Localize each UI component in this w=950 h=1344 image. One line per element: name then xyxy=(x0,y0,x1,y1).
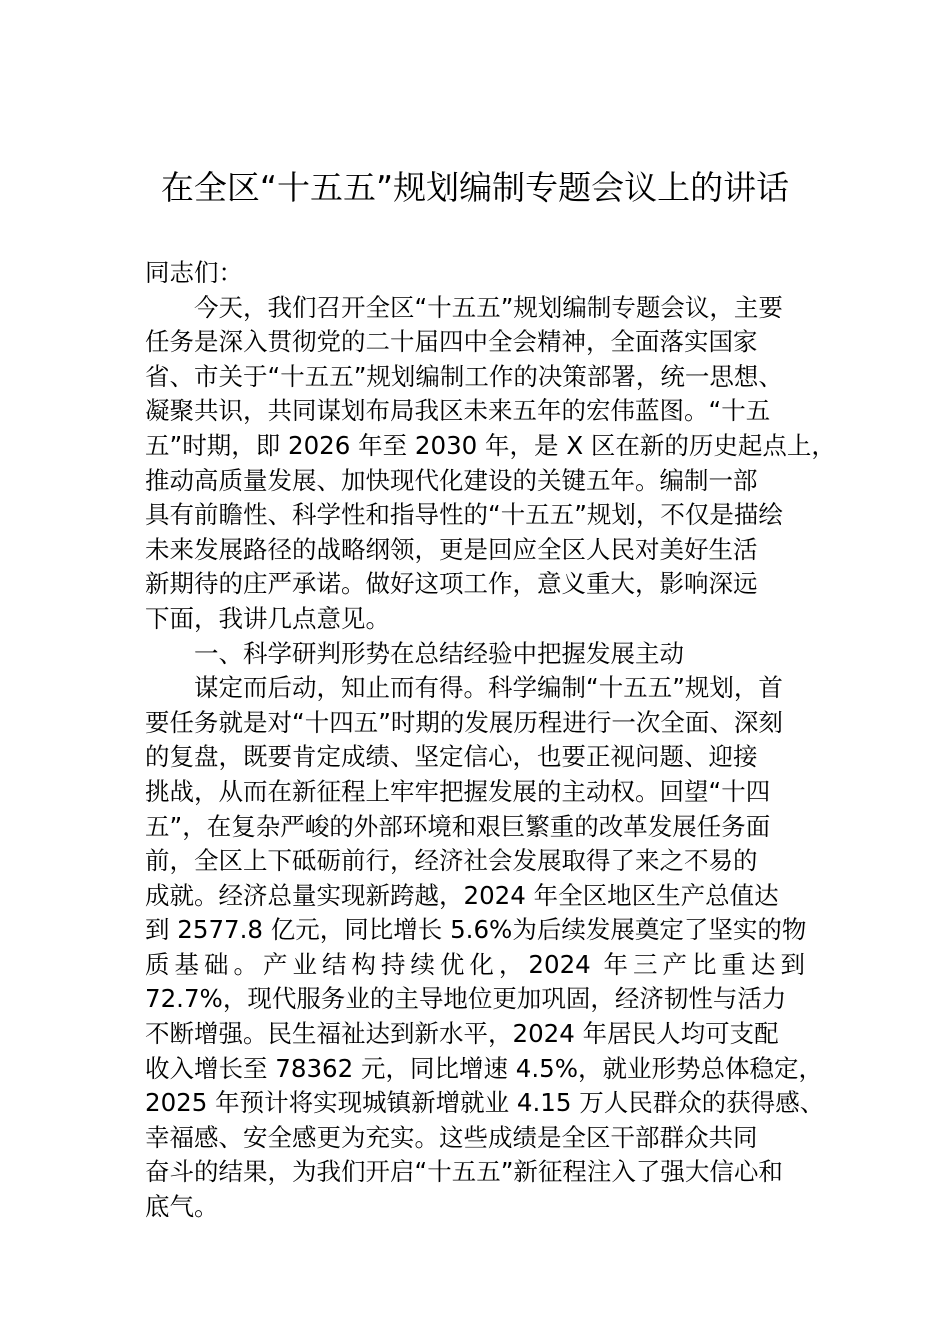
paragraph-line: 到 2577.8 亿元，同比增长 5.6%为后续发展奠定了坚实的物 xyxy=(145,915,807,945)
paragraph-line: 不断增强。民生福祉达到新水平，2024 年居民人均可支配 xyxy=(145,1019,779,1049)
paragraph-line: 任务是深入贯彻党的二十届四中全会精神，全面落实国家 xyxy=(145,327,758,357)
paragraph-line: 五”时期，即 2026 年至 2030 年，是 X 区在新的历史起点上， xyxy=(145,430,836,460)
paragraph-line: 五”，在复杂严峻的外部环境和艰巨繁重的改革发展任务面 xyxy=(145,811,771,841)
paragraph-line: 前，全区上下砥砺前行，经济社会发展取得了来之不易的 xyxy=(145,846,758,876)
paragraph-line: 质基础。产业结构持续优化，2024 年三产比重达到 xyxy=(145,949,805,979)
paragraph-line: 幸福感、安全感更为充实。这些成绩是全区干部群众共同 xyxy=(145,1122,758,1152)
document-body xyxy=(145,256,845,1225)
paragraph-line: 下面，我讲几点意见。 xyxy=(145,603,390,633)
paragraph-line: 谋定而后动，知止而有得。科学编制“十五五”规划，首 xyxy=(194,673,783,703)
paragraph-line: 凝聚共识，共同谋划布局我区未来五年的宏伟蓝图。“十五 xyxy=(145,396,771,426)
paragraph-line: 要任务就是对“十四五”时期的发展历程进行一次全面、深刻 xyxy=(145,707,783,737)
paragraph-line: 省、市关于“十五五”规划编制工作的决策部署，统一思想、 xyxy=(145,361,783,391)
paragraph-line: 新期待的庄严承诺。做好这项工作，意义重大，影响深远 xyxy=(145,569,758,599)
section-heading: 一、科学研判形势在总结经验中把握发展主动 xyxy=(194,638,684,668)
paragraph-line: 奋斗的结果，为我们开启“十五五”新征程注入了强大信心和 xyxy=(145,1157,783,1187)
document-title: 在全区“十五五”规划编制专题会议上的讲话 xyxy=(160,168,790,207)
paragraph-line: 收入增长至 78362 元，同比增速 4.5%，就业形势总体稳定， xyxy=(145,1053,824,1083)
paragraph-line: 挑战，从而在新征程上牢牢把握发展的主动权。回望“十四 xyxy=(145,776,771,806)
paragraph-line: 的复盘，既要肯定成绩、坚定信心，也要正视问题、迎接 xyxy=(145,742,758,772)
paragraph-line: 今天，我们召开全区“十五五”规划编制专题会议，主要 xyxy=(194,292,783,322)
paragraph-line: 成就。经济总量实现新跨越，2024 年全区地区生产总值达 xyxy=(145,880,779,910)
paragraph-line: 底气。 xyxy=(145,1192,219,1222)
paragraph-line: 72.7%，现代服务业的主导地位更加巩固，经济韧性与活力 xyxy=(145,984,787,1014)
paragraph-line: 2025 年预计将实现城镇新增就业 4.15 万人民群众的获得感、 xyxy=(145,1088,825,1118)
paragraph-line: 未来发展路径的战略纲领，更是回应全区人民对美好生活 xyxy=(145,534,758,564)
paragraph-line: 具有前瞻性、科学性和指导性的“十五五”规划，不仅是描绘 xyxy=(145,500,783,530)
salutation: 同志们： xyxy=(145,258,243,287)
paragraph-line: 推动高质量发展、加快现代化建设的关键五年。编制一部 xyxy=(145,465,758,495)
